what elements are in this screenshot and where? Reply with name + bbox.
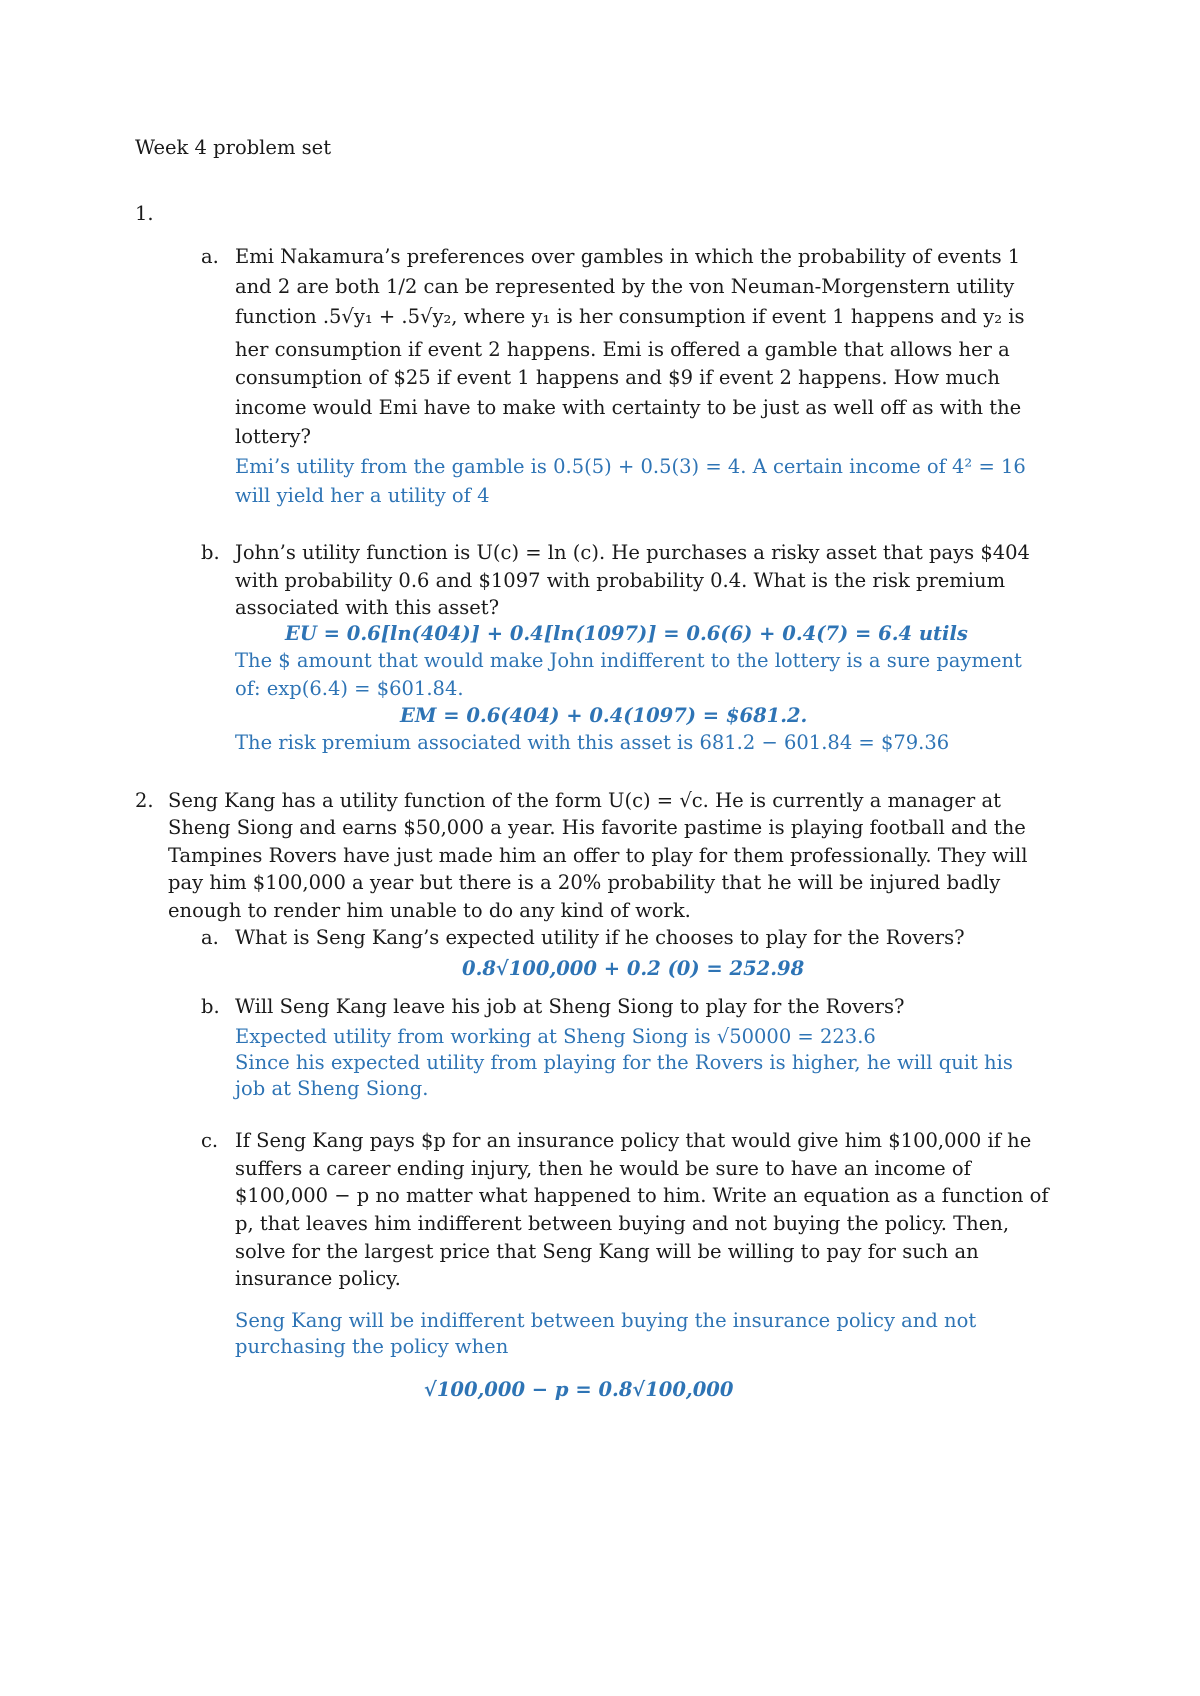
- question-2c-line: If Seng Kang pays $p for an insurance policy that would give him $100,000 if he: [235, 1129, 1032, 1152]
- question-2b-text: Will Seng Kang leave his job at Sheng Siong to play for the Rovers?: [235, 995, 905, 1018]
- question-1b-label: b.: [201, 541, 220, 564]
- question-2-line: Tampines Rovers have just made him an offer to play for them professionally. They will: [168, 844, 1028, 867]
- answer-1b-line: The $ amount that would make John indifferent to the lottery is a sure payment: [235, 649, 1022, 672]
- question-2-line: pay him $100,000 a year but there is a 20% probability that he will be injured badly: [168, 871, 1001, 894]
- question-1a-line: her consumption if event 2 happens. Emi is offered a gamble that allows her a: [235, 338, 1010, 361]
- question-1b-line: John’s utility function is U(c) = ln (c). He purchases a risky asset that pays $404: [235, 541, 1030, 564]
- answer-1a-line: will yield her a utility of 4: [235, 484, 490, 507]
- question-1a-line: function .5√y₁ + .5√y₂, where y₁ is her consumption if event 1 happens and y₂ is: [235, 305, 1025, 328]
- question-2c-line: suffers a career ending injury, then he would be sure to have an income of: [235, 1157, 971, 1180]
- answer-1b-expected-utility: EU = 0.6[ln(404)] + 0.4[ln(1097)] = 0.6(6) + 0.4(7) = 6.4 utils: [285, 622, 968, 645]
- question-2-line: Seng Kang has a utility function of the form U(c) = √c. He is currently a manager at: [168, 789, 1001, 812]
- answer-2b-line: Expected utility from working at Sheng Siong is √50000 = 223.6: [235, 1025, 876, 1048]
- page-title: Week 4 problem set: [135, 136, 332, 159]
- answer-1b-expected-money: EM = 0.6(404) + 0.4(1097) = $681.2.: [400, 704, 808, 727]
- question-1b-line: associated with this asset?: [235, 596, 500, 619]
- question-1a-line: income would Emi have to make with certainty to be just as well off as with the: [235, 396, 1022, 419]
- question-1a-label: a.: [201, 245, 219, 268]
- answer-2b-line: Since his expected utility from playing for the Rovers is higher, he will quit his: [235, 1051, 1013, 1074]
- question-2a-label: a.: [201, 926, 219, 949]
- answer-2c-line: purchasing the policy when: [235, 1335, 509, 1358]
- question-2c-line: solve for the largest price that Seng Kang will be willing to pay for such an: [235, 1240, 979, 1263]
- question-2b-label: b.: [201, 995, 220, 1018]
- answer-2c-line: Seng Kang will be indifferent between buying the insurance policy and not: [235, 1309, 977, 1332]
- question-1a-line: and 2 are both 1/2 can be represented by the von Neuman-Morgenstern utility: [235, 275, 1015, 298]
- question-2c-line: p, that leaves him indifferent between buying and not buying the policy. Then,: [235, 1212, 1010, 1235]
- answer-2a-equation: 0.8√100,000 + 0.2 (0) = 252.98: [462, 957, 805, 980]
- question-1a-line: consumption of $25 if event 1 happens and $9 if event 2 happens. How much: [235, 366, 1000, 389]
- question-2-number: 2.: [135, 789, 154, 812]
- question-1a-line: lottery?: [235, 425, 311, 448]
- answer-1b-risk-premium: The risk premium associated with this asset is 681.2 − 601.84 = $79.36: [235, 731, 950, 754]
- answer-2c-equation: √100,000 − p = 0.8√100,000: [424, 1378, 734, 1401]
- question-2a-text: What is Seng Kang’s expected utility if he chooses to play for the Rovers?: [235, 926, 965, 949]
- question-2c-line: insurance policy.: [235, 1267, 401, 1290]
- question-1b-line: with probability 0.6 and $1097 with probability 0.4. What is the risk premium: [235, 569, 1006, 592]
- answer-1b-line: of: exp(6.4) = $601.84.: [235, 677, 464, 700]
- answer-1a-line: Emi’s utility from the gamble is 0.5(5) + 0.5(3) = 4. A certain income of 4² = 16: [235, 455, 1026, 478]
- question-2-line: Sheng Siong and earns $50,000 a year. His favorite pastime is playing football and the: [168, 816, 1026, 839]
- question-2c-label: c.: [201, 1129, 219, 1152]
- question-2c-line: $100,000 − p no matter what happened to him. Write an equation as a function of: [235, 1184, 1049, 1207]
- question-2-line: enough to render him unable to do any kind of work.: [168, 899, 691, 922]
- answer-2b-line: job at Sheng Siong.: [235, 1077, 429, 1100]
- question-1-number: 1.: [135, 202, 154, 225]
- question-1a-line: Emi Nakamura’s preferences over gambles in which the probability of events 1: [235, 245, 1021, 268]
